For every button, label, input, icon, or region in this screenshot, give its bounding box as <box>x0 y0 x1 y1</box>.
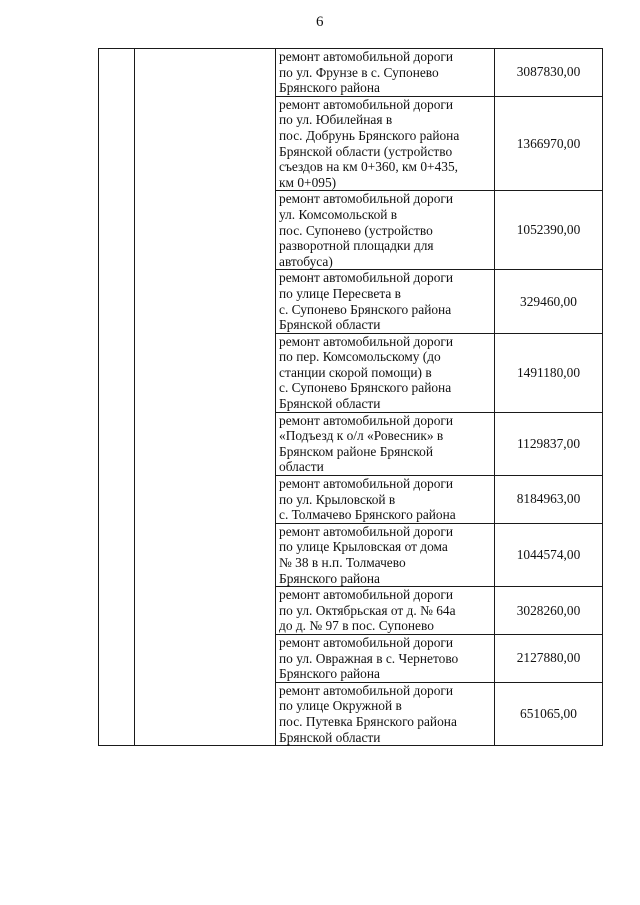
object-column-cell <box>135 49 276 746</box>
description-cell <box>276 476 495 524</box>
description-cell <box>276 412 495 475</box>
amount-cell: 1491180,00 <box>495 333 603 412</box>
description-text: ремонт автомобильной дороги по улице Пересвета в с. Супонево Брянского района Брянской области <box>279 270 454 333</box>
amount-cell: 651065,00 <box>495 682 603 745</box>
description-cell <box>276 270 495 333</box>
description-cell <box>276 634 495 682</box>
road-repair-table <box>98 48 603 746</box>
amount-cell: 2127880,00 <box>495 634 603 682</box>
description-cell <box>276 191 495 270</box>
description-cell <box>276 49 495 97</box>
description-text: ремонт автомобильной дороги по ул. Фрунзе в с. Супонево Брянского района <box>279 49 454 96</box>
description-cell <box>276 333 495 412</box>
page-number: 6 <box>316 14 324 30</box>
amount-cell: 1052390,00 <box>495 191 603 270</box>
description-text: ремонт автомобильной дороги по ул. Юбилейная в пос. Добрунь Брянского района Брянской области (устройство съездов на км 0+360, км 0+435, км 0+095) <box>279 96 460 190</box>
table-row <box>99 49 603 97</box>
amount-cell: 1366970,00 <box>495 96 603 191</box>
amount-cell: 1129837,00 <box>495 412 603 475</box>
description-cell <box>276 587 495 635</box>
description-cell <box>276 96 495 191</box>
amount-cell: 3028260,00 <box>495 587 603 635</box>
amount-cell: 329460,00 <box>495 270 603 333</box>
description-cell <box>276 523 495 586</box>
description-text: ремонт автомобильной дороги по ул. Овражная в с. Чернетово Брянского района <box>279 634 459 682</box>
description-text: ремонт автомобильной дороги по улице Крыловская от дома № 38 в н.п. Толмачево Брянского района <box>279 523 454 586</box>
description-text: ремонт автомобильной дороги по ул. Крыловской в с. Толмачево Брянского района <box>279 476 456 523</box>
amount-cell: 3087830,00 <box>495 49 603 97</box>
description-text: ремонт автомобильной дороги по улице Окружной в пос. Путевка Брянского района Брянской области <box>279 682 457 745</box>
description-text: ремонт автомобильной дороги ул. Комсомольской в пос. Супонево (устройство разворотной площадки для автобуса) <box>279 191 454 269</box>
description-cell <box>276 682 495 745</box>
description-text: ремонт автомобильной дороги по пер. Комсомольскому (до станции скорой помощи) в с. Супонево Брянского района Брянской области <box>279 333 454 412</box>
amount-cell: 8184963,00 <box>495 476 603 524</box>
description-text: ремонт автомобильной дороги по ул. Октябрьская от д. № 64а до д. № 97 в пос. Супонево <box>279 587 456 634</box>
number-column-cell <box>99 49 135 746</box>
description-text: ремонт автомобильной дороги «Подъезд к о/л «Ровесник» в Брянском районе Брянской области <box>279 412 454 475</box>
amount-cell: 1044574,00 <box>495 523 603 586</box>
